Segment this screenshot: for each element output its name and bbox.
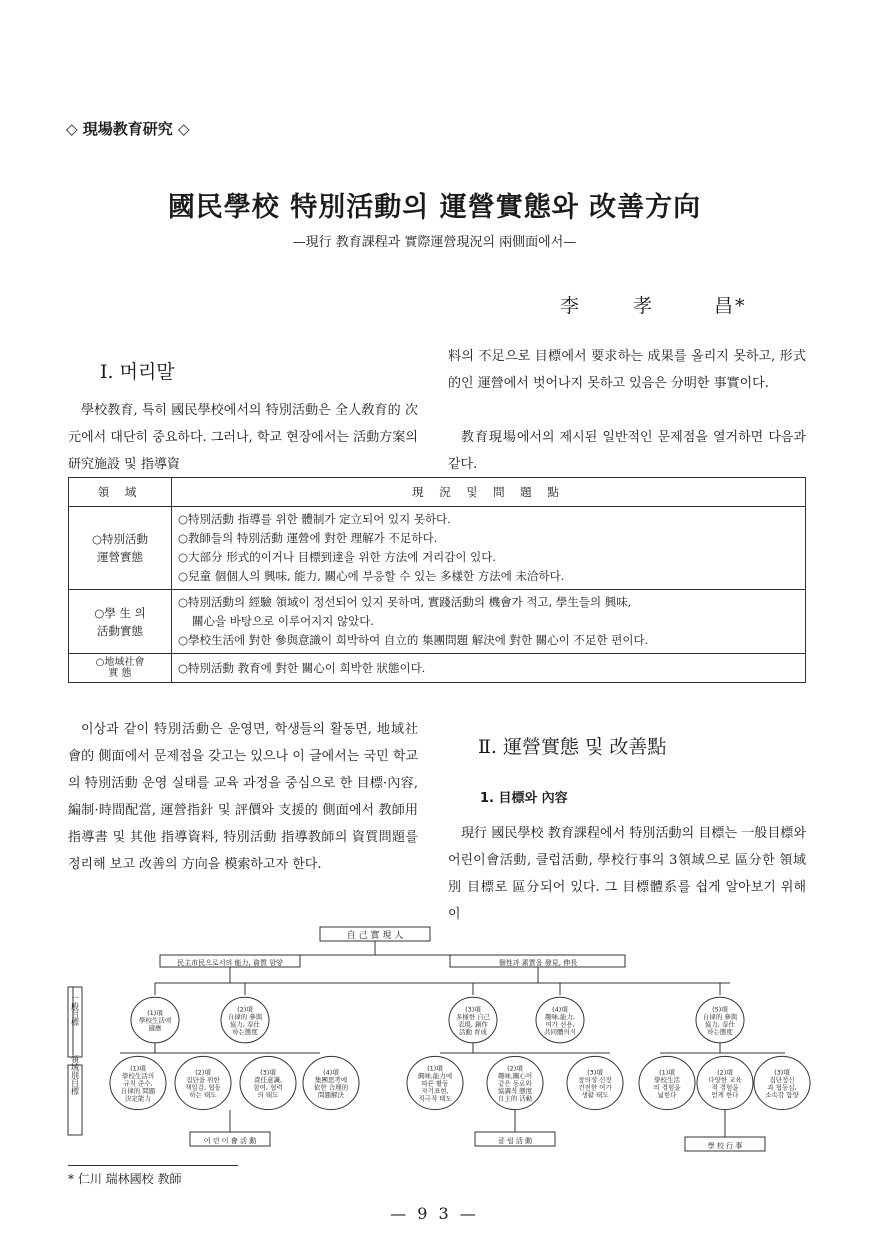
svg-text:건전한 여가: 건전한 여가 — [578, 1083, 612, 1092]
svg-text:自律的 參與: 自律的 參與 — [702, 1012, 738, 1021]
left-paragraph: 이상과 같이 特別活動은 운영면, 학생들의 활동면, 地域社會的 側面에서 문제점을 갖고는 있으나 이 글에서는 국민 학교의 特別活動 운영 실태를 교육 과정을 중심으로 한 目標·內容, 編制·時間配當, 運營指針 및 評價와 支援的 側面에서 教師用 指導書 및 其他 指導資料, 特別活動 指導教師의 資質問題를 정리해 보고 改善의 方向을 模索하고자 한다. — [68, 722, 418, 872]
svg-text:依한 合理的: 依한 合理的 — [313, 1083, 349, 1092]
svg-text:(3)項: (3)項 — [465, 1005, 481, 1014]
svg-text:따른 활동: 따른 활동 — [421, 1079, 449, 1088]
diagram-label-children: 어 린 이 會 活 動 — [203, 1137, 257, 1145]
svg-text:協力, 奉仕: 協力, 奉仕 — [704, 1020, 736, 1029]
svg-text:趣味,關心이: 趣味,關心이 — [497, 1072, 533, 1080]
svg-text:집단정신: 집단정신 — [769, 1075, 795, 1084]
svg-text:(3)項: (3)項 — [587, 1068, 603, 1077]
svg-text:적극적 태도: 적극적 태도 — [418, 1094, 452, 1103]
svg-text:集團思考에: 集團思考에 — [314, 1075, 348, 1084]
general-objective-circle — [131, 997, 179, 1043]
section1-heading: Ⅰ. 머리말 — [100, 361, 175, 383]
diagram-label-club: 클 럽 活 動 — [497, 1137, 533, 1145]
svg-text:얻게 한다: 얻게 한다 — [711, 1090, 739, 1099]
diagram-side-area: 領域別目標 — [70, 1055, 80, 1095]
svg-text:(4)項: (4)項 — [323, 1068, 339, 1077]
svg-text:과 협동심,: 과 협동심, — [767, 1083, 797, 1092]
svg-text:自律的 問題: 自律的 問題 — [120, 1087, 156, 1095]
svg-text:창의성 신장: 창의성 신장 — [578, 1075, 612, 1084]
svg-text:의 경험을: 의 경험을 — [653, 1083, 681, 1092]
area-objective-circle — [240, 1056, 296, 1109]
svg-text:(3)項: (3)項 — [260, 1068, 276, 1077]
general-objective-circle — [221, 997, 269, 1043]
section2-heading: Ⅱ. 運營實態 및 改善點 — [478, 736, 667, 758]
page-number: — 9 3 — — [390, 1204, 479, 1223]
table-row: ○地域社會 實 態 ○特別活動 教育에 對한 關心이 희박한 狀態이다. — [69, 654, 806, 683]
svg-text:學校生活에: 學校生活에 — [138, 1016, 172, 1025]
svg-text:(5)項: (5)項 — [712, 1005, 728, 1014]
table-header-area: 領 域 — [69, 478, 172, 507]
svg-text:(4)項: (4)項 — [552, 1005, 568, 1014]
footnote: * 仁川 瑞林國校 教師 — [68, 1172, 182, 1186]
svg-text:活動 育成: 活動 育成 — [458, 1027, 488, 1036]
general-objective-circle — [536, 997, 584, 1043]
svg-text:생활 태도: 생활 태도 — [581, 1090, 609, 1099]
area-objective-circle — [487, 1056, 543, 1109]
diagram-side-general: 一般目標 — [70, 994, 80, 1026]
diagram-top-label: 自 己 實 現 人 — [346, 931, 404, 941]
diagram-left-goal: 民主市民으로서의 能力, 資質 함양 — [177, 959, 283, 967]
svg-text:問題解決: 問題解決 — [318, 1090, 344, 1099]
area-objective-circle — [639, 1056, 695, 1109]
section2-paragraph: 現行 國民學校 教育課程에서 特別活動의 目標는 一般目標와 어린이會活動, 클럽活動, 學校行事의 3領域으로 區分한 領域別 目標로 區分되어 있다. 그 目標體系를 쉽게 알아보기 위해 이 — [448, 826, 806, 922]
series-label: ◇ 現場教育研究 ◇ — [66, 120, 190, 138]
svg-text:決定能力: 決定能力 — [125, 1094, 151, 1103]
svg-text:表現, 創作: 表現, 創作 — [457, 1020, 489, 1029]
svg-text:하는態度: 하는態度 — [232, 1027, 258, 1036]
svg-text:(1)項: (1)項 — [427, 1064, 443, 1073]
author-name: 李 孝 昌* — [560, 295, 747, 317]
article-title: 國民學校 特別活動의 運營實態와 改善方向 — [167, 192, 702, 223]
svg-text:참여, 협력: 참여, 협력 — [253, 1083, 283, 1092]
area-objective-circle — [407, 1056, 463, 1109]
svg-text:소속감 함양: 소속감 함양 — [765, 1090, 799, 1099]
svg-text:여가 선용,: 여가 선용, — [545, 1020, 575, 1029]
article-subtitle: —現行 教育課程과 實際運營現況의 兩側面에서— — [292, 235, 577, 250]
svg-text:하는 태도: 하는 태도 — [189, 1090, 217, 1099]
svg-text:책임감, 협동: 책임감, 협동 — [185, 1083, 221, 1092]
svg-text:의 태도: 의 태도 — [257, 1090, 279, 1099]
svg-text:責任意識,: 責任意識, — [253, 1075, 283, 1084]
svg-text:(3)項: (3)項 — [774, 1068, 790, 1077]
svg-text:집단을 위한: 집단을 위한 — [186, 1075, 220, 1084]
area-objective-circle — [303, 1056, 359, 1109]
svg-text:共同體의식: 共同體의식 — [543, 1027, 577, 1036]
general-objective-circle — [696, 997, 744, 1043]
svg-text:하는態度: 하는態度 — [707, 1027, 733, 1036]
svg-text:(1)項: (1)項 — [659, 1068, 675, 1077]
area-objective-circle — [567, 1056, 623, 1109]
section1-paragraph-3: 教育現場에서의 제시된 일반적인 문제점을 열거하면 다음과 같다. — [448, 430, 806, 472]
svg-text:興味,能力에: 興味,能力에 — [417, 1072, 453, 1080]
svg-text:(1)項: (1)項 — [130, 1064, 146, 1073]
area-objective-circle — [110, 1056, 166, 1109]
svg-text:適應: 適應 — [148, 1024, 162, 1032]
svg-text:自律的 參與: 自律的 參與 — [227, 1012, 263, 1021]
svg-text:규칙 준수,: 규칙 준수, — [123, 1079, 153, 1088]
diagram-right-goal: 個性과 素質을 發見, 伸長 — [498, 959, 578, 967]
diagram-label-events: 學 校 行 事 — [707, 1142, 743, 1150]
area-objective-circle — [754, 1056, 810, 1109]
svg-text:(2)項: (2)項 — [237, 1005, 253, 1014]
svg-text:趣味,能力,: 趣味,能力, — [544, 1012, 576, 1021]
section1-paragraph-1: 學校教育, 특히 國民學校에서의 特別活動은 全人敎育的 次元에서 대단히 중요하다. 그러나, 학교 현장에서는 活動方案의 研究施設 및 指導資 — [68, 403, 418, 472]
table-row: ○特別活動 運營實態 ○特別活動 指導를 위한 體制가 定立되어 있지 못하다. ○教師들의 特別活動 運營에 對한 理解가 不足하다. ○大部分 形式的이거나 目標到達을 위한 方法에 거리감이 있다. ○兒童 個個人의 興味, 能力, 關心에 부응할 수 있는 多樣한 方法에 未洽하다. — [69, 507, 806, 590]
svg-text:다양한 교육: 다양한 교육 — [708, 1075, 742, 1084]
svg-text:넓힌다: 넓힌다 — [657, 1090, 677, 1099]
svg-text:적 경험을: 적 경험을 — [711, 1083, 739, 1092]
svg-text:(1)項: (1)項 — [147, 1009, 163, 1017]
problem-table — [68, 477, 806, 683]
svg-text:協調적 態度: 協調적 態度 — [497, 1087, 533, 1095]
svg-text:多様한 自己: 多様한 自己 — [455, 1012, 491, 1021]
svg-text:자기표현,: 자기표현, — [421, 1087, 449, 1095]
svg-text:學校生活의: 學校生活의 — [121, 1072, 155, 1080]
section2-subheading: 1. 目標와 內容 — [480, 791, 568, 806]
svg-text:自主的 活動: 自主的 活動 — [497, 1094, 533, 1103]
svg-text:(2)項: (2)項 — [507, 1064, 523, 1073]
svg-text:學校生活: 學校生活 — [654, 1075, 680, 1084]
svg-text:協力, 奉仕: 協力, 奉仕 — [229, 1020, 261, 1029]
footnote-divider — [68, 1165, 238, 1166]
svg-text:같은 동료와: 같은 동료와 — [498, 1079, 532, 1088]
general-objective-circle — [449, 997, 497, 1043]
area-objective-circle — [175, 1056, 231, 1109]
objective-diagram — [60, 925, 820, 1155]
area-objective-circle — [697, 1056, 753, 1109]
table-header-issues: 現 況 및 問 題 點 — [172, 478, 806, 507]
section1-paragraph-2: 料의 不足으로 目標에서 要求하는 成果를 올리지 못하고, 形式的인 運營에서 벗어나지 못하고 있음은 分明한 事實이다. — [448, 349, 806, 391]
table-row: ○學 生 의 活動實態 ○特別活動의 經驗 領域이 정선되어 있지 못하며, 實踐活動의 機會가 적고, 學生들의 興味, 關心을 바탕으로 이루어지지 않았다. ○學校生活에 對한 參與意識이 희박하여 自立的 集團問題 解決에 對한 關心이 不足한 편이다. — [69, 590, 806, 654]
svg-text:(2)項: (2)項 — [717, 1068, 733, 1077]
svg-text:(2)項: (2)項 — [195, 1068, 211, 1077]
